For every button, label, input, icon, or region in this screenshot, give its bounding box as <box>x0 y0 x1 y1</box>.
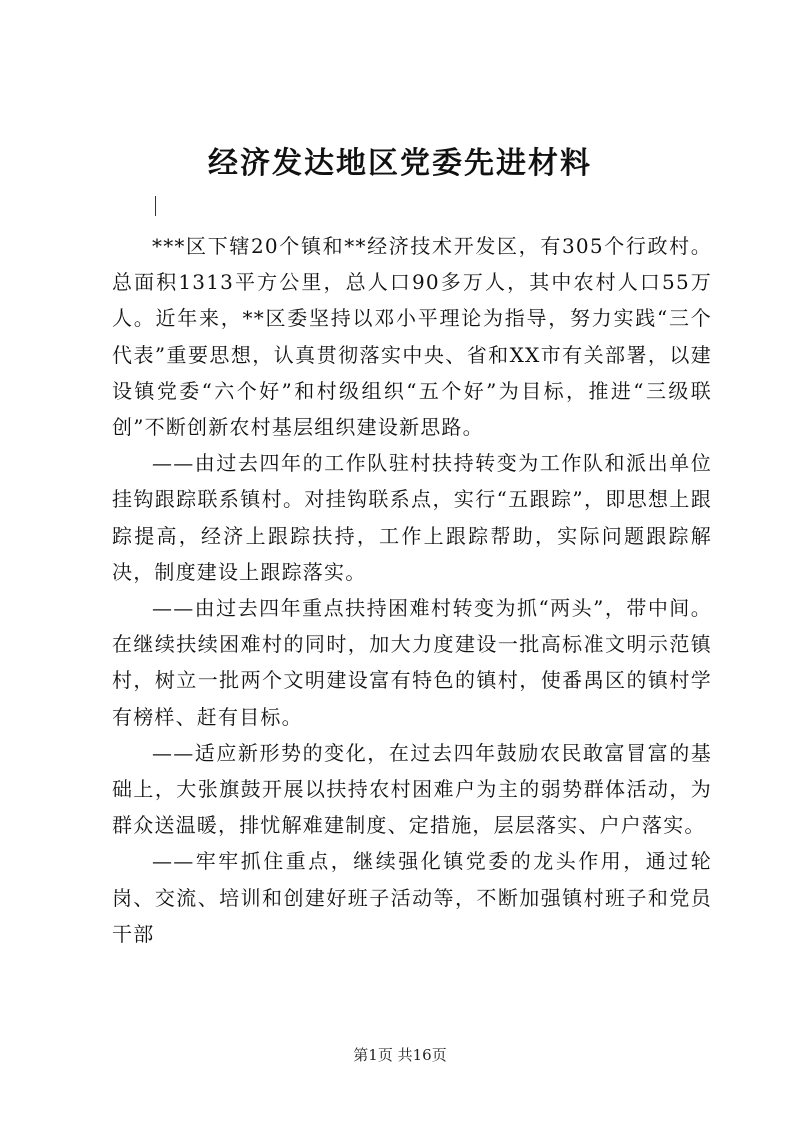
text-cursor <box>155 196 156 216</box>
document-title: 经济发达地区党委先进材料 <box>208 146 592 181</box>
paragraph-item-3: ——适应新形势的变化，在过去四年鼓励农民敢富冒富的基础上，大张旗鼓开展以扶持农村困难户为主的弱势群体活动，为群众送温暖，排忧解难建制度、定措施，层层落实、户户落实。 <box>112 740 712 838</box>
paragraph-intro: ***区下辖20个镇和**经济技术开发区，有305个行政村。总面积1313平方公里，总人口90多万人，其中农村人口55万人。近年来，**区委坚持以邓小平理论为指导，努力实践“三个代表”重要思想，认真贯彻落实中央、省和XX市有关部署，以建设镇党委“六个好”和村级组织“五个好”为目标，推进“三级联创”不断创新农村基层组织建设新思路。 <box>112 234 712 440</box>
paragraph-item-4: ——牢牢抓住重点，继续强化镇党委的龙头作用，通过轮岗、交流、培训和创建好班子活动等，不断加强镇村班子和党员干部 <box>112 849 712 946</box>
paragraph-item-2: ——由过去四年重点扶持困难村转变为抓“两头”，带中间。在继续扶续困难村的同时，加大力度建设一批高标准文明示范镇村，树立一批两个文明建设富有特色的镇村，使番禺区的镇村学有榜样、赶有目标。 <box>112 596 712 729</box>
page-number-footer: 第1页 共16页 <box>353 1046 447 1064</box>
paragraph-item-1: ——由过去四年的工作队驻村扶持转变为工作队和派出单位挂钩跟踪联系镇村。对挂钩联系点，实行“五跟踪”，即思想上跟踪提高，经济上跟踪扶持，工作上跟踪帮助，实际问题跟踪解决，制度建设上跟踪落实。 <box>112 451 712 584</box>
document-body <box>112 228 712 952</box>
